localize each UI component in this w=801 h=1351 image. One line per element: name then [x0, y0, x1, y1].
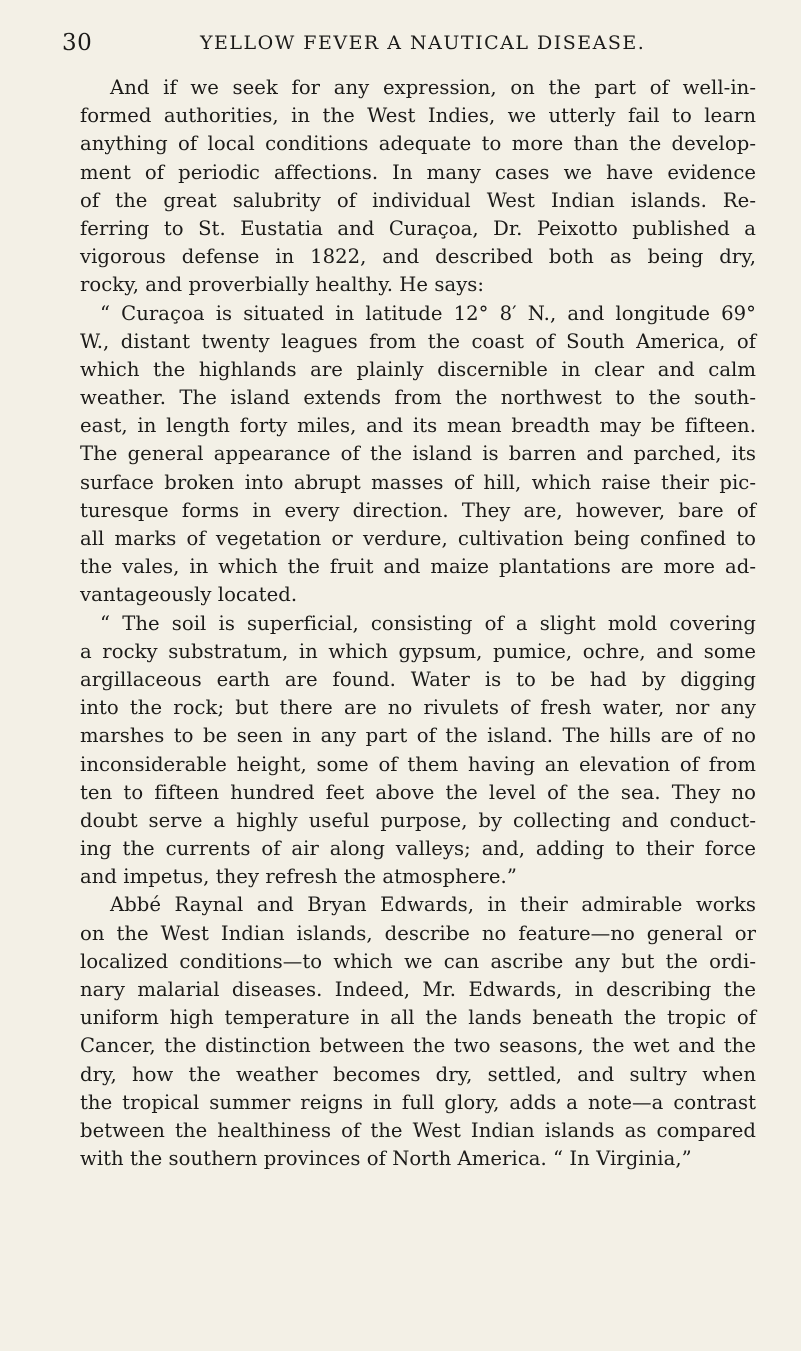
text-line: east, in length forty miles, and its mean breadth may be fifteen. [80, 414, 756, 438]
text-line: And if we seek for any expression, on the part of well-in- [110, 76, 756, 99]
text-line: rocky, and proverbially healthy. He says: [80, 273, 485, 297]
text-line: uniform high temperature in all the lands beneath the tropic of [80, 1006, 756, 1030]
text-line: with the southern provinces of North America. “ In Virginia,” [80, 1147, 692, 1171]
text-line: ing the currents of air along valleys; and, adding to their force [80, 837, 756, 861]
text-line: The general appearance of the island is barren and parched, its [80, 442, 756, 466]
text-line: doubt serve a highly useful purpose, by collecting and conduct- [80, 808, 756, 832]
text-line: Abbé Raynal and Bryan Edwards, in their admirable works [110, 893, 756, 917]
text-line: Cancer, the distinction between the two seasons, the wet and the [80, 1034, 756, 1058]
text-line: and impetus, they refresh the atmosphere.” [80, 865, 517, 889]
text-line: ment of periodic affections. In many cases we have evidence [80, 160, 756, 184]
text-line: on the West Indian islands, describe no feature—no general or [80, 921, 756, 945]
text-line: surface broken into abrupt masses of hill, which raise their pic- [80, 470, 756, 494]
text-line: localized conditions—to which we can ascribe any but the ordi- [80, 949, 756, 973]
text-line: turesque forms in every direction. They are, however, bare of [80, 498, 756, 522]
text-line: a rocky substratum, in which gypsum, pumice, ochre, and some [80, 639, 756, 663]
text-line: all marks of vegetation or verdure, cultivation being confined to [80, 527, 756, 550]
text-line: inconsiderable height, some of them having an elevation of from [80, 752, 756, 776]
text-line: ten to fifteen hundred feet above the level of the sea. They no [80, 780, 756, 804]
text-line: “ The soil is superficial, consisting of a slight mold covering [100, 611, 756, 635]
text-line: into the rock; but there are no rivulets of fresh water, nor any [80, 696, 756, 720]
text-line: dry, how the weather becomes dry, settled, and sultry when [80, 1062, 756, 1086]
text-line: formed authorities, in the West Indies, we utterly fail to learn [80, 104, 756, 128]
text-line: the tropical summer reigns in full glory, adds a note—a contrast [80, 1090, 756, 1114]
page-number: 30 [62, 30, 93, 56]
text-line: marshes to be seen in any part of the island. The hills are of no [80, 724, 756, 748]
text-line: ferring to St. Eustatia and Curaçoa, Dr. Peixotto published a [80, 216, 756, 240]
text-line: vigorous defense in 1822, and described both as being dry, [80, 245, 756, 269]
body-text [80, 74, 756, 1173]
text-line: W., distant twenty leagues from the coast of South America, of [80, 329, 756, 353]
text-line: which the highlands are plainly discernible in clear and calm [80, 357, 756, 381]
running-head: YELLOW FEVER A NAUTICAL DISEASE. [200, 32, 646, 54]
text-line: argillaceous earth are found. Water is to be had by digging [80, 667, 756, 691]
page-header [62, 30, 742, 58]
text-line: nary malarial diseases. Indeed, Mr. Edwards, in describing the [80, 978, 756, 1001]
text-line: “ Curaçoa is situated in latitude 12° 8′ N., and longitude 69° [100, 301, 756, 325]
text-line: vantageously located. [80, 583, 298, 607]
text-line: anything of local conditions adequate to more than the develop- [80, 132, 756, 156]
text-line: the vales, in which the fruit and maize plantations are more ad- [80, 555, 756, 579]
text-line: weather. The island extends from the northwest to the south- [80, 386, 756, 410]
text-line: between the healthiness of the West Indian islands as compared [80, 1118, 756, 1142]
text-line: of the great salubrity of individual West Indian islands. Re- [80, 188, 756, 212]
